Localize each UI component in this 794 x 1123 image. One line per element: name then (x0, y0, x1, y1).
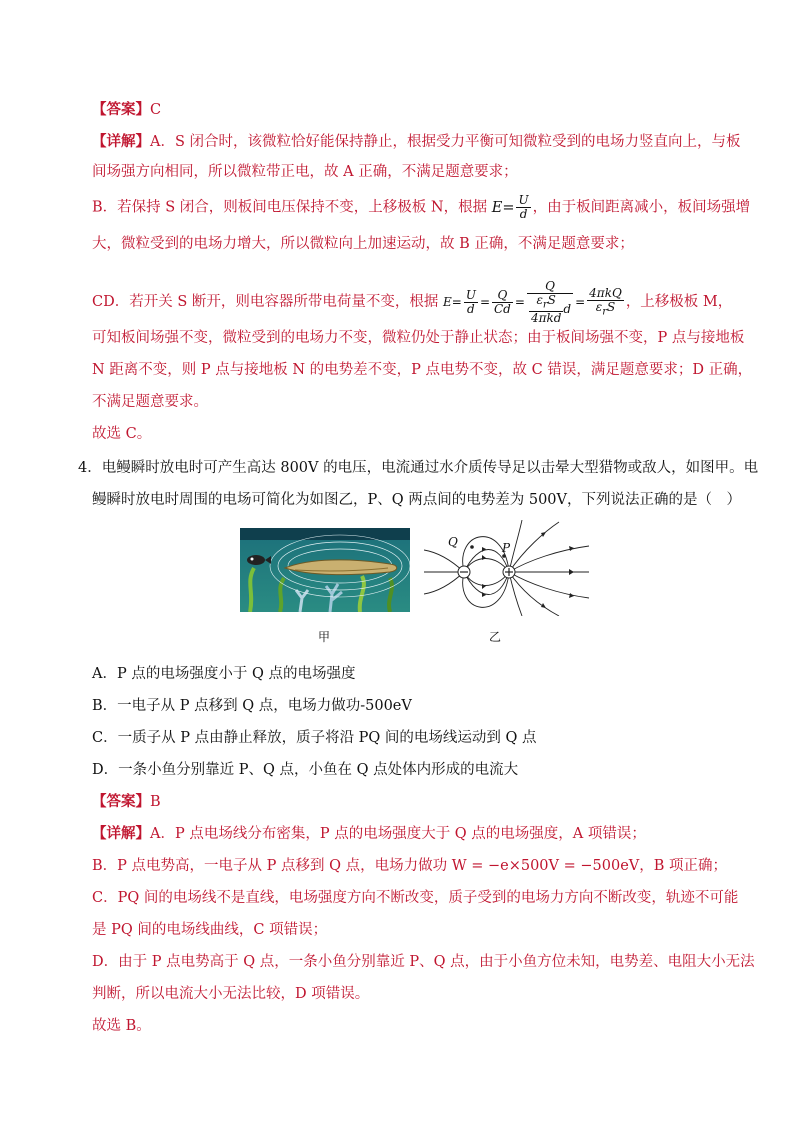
detail-tag: 【详解】 (92, 825, 150, 842)
detail-line-cd4: 不满足题意要求。 (92, 394, 208, 410)
option-b: B．一电子从 P 点移到 Q 点，电场力做功-500eV (92, 698, 412, 714)
detail4-line-a (92, 824, 734, 844)
detail-text: A．P 点电场线分布密集，P 点的电场强度大于 Q 点的电场强度，A 项错误； (150, 826, 646, 842)
question-text: 电鳗瞬时放电时可产生高达 800V 的电压，电流通过水介质传导足以击晕大型猎物或敌人，如图甲。电 (101, 460, 759, 476)
detail-line-b2: 大，微粒受到的电场力增大，所以微粒向上加速运动，故 B 正确，不满足题意要求； (92, 236, 634, 252)
option-a: A．P 点的电场强度小于 Q 点的电场强度 (92, 666, 356, 682)
figure-field-lines (424, 520, 594, 616)
question-number: 4． (78, 460, 102, 476)
detail-line-a1 (92, 132, 741, 152)
formula-e-u-d: E= $\frac{U}{d}$ (491, 193, 529, 221)
question-4-stem-2: 鳗瞬时放电时周围的电场可简化为如图乙，P、Q 两点间的电势差为 500V，下列说法正确的是（ ） (92, 492, 742, 508)
detail-line-cd2: 可知板间场强不变，微粒受到的电场力不变，微粒仍处于静止状态；由于板间场强不变，P 点与接地板 (92, 330, 745, 346)
detail4-line-b: B．P 点电势高，一电子从 P 点移到 Q 点，电场力做功 W = −e×500V = −500eV，B 项正确； (92, 858, 728, 874)
answer-line-4 (92, 792, 734, 812)
detail4-line-d1: D．由于 P 点电势高于 Q 点，一条小鱼分别靠近 P、Q 点，由于小鱼方位未知，电势差、电阻大小无法 (92, 954, 755, 970)
detail4-line-c1: C．PQ 间的电场线不是直线，电场强度方向不断改变，质子受到的电场力方向不断改变，轨迹不可能 (92, 890, 739, 906)
detail-line-b1 (92, 193, 751, 221)
answer-line-prev (92, 100, 734, 120)
field-lines-diagram (424, 520, 594, 616)
detail4-line-d2: 判断，所以电流大小无法比较，D 项错误。 (92, 986, 370, 1002)
detail-text: A．S 闭合时，该微粒恰好能保持静止，根据受力平衡可知微粒受到的电场力竖直向上，与板 (150, 134, 741, 150)
detail-line-cd3: N 距离不变，则 P 点与接地板 N 的电势差不变，P 点电势不变，故 C 错误，满足题意要求；D 正确， (92, 362, 753, 378)
figure-a-caption: 甲 (318, 630, 331, 644)
detail-text: B．若保持 S 闭合，则板间电压保持不变，上移极板 N，根据 (92, 199, 488, 216)
option-c: C．一质子从 P 点由静止释放，质子将沿 PQ 间的电场线运动到 Q 点 (92, 730, 537, 746)
detail4-line-c2: 是 PQ 间的电场线曲线，C 项错误； (92, 922, 328, 938)
detail-text: ，由于板间距离减小，板间场强增 (532, 199, 751, 216)
answer-tag: 【答案】 (92, 793, 150, 810)
detail-text: ，上移极板 M， (625, 294, 733, 311)
label-p: P (502, 541, 511, 555)
detail-line-a2: 间场强方向相同，所以微粒带正电，故 A 正确，不满足题意要求； (92, 164, 518, 180)
eel-illustration (240, 528, 410, 612)
detail-text: CD．若开关 S 断开，则电容器所带电荷量不变，根据 (92, 294, 439, 311)
detail-line-cd1 (92, 280, 734, 325)
option-d: D．一条小鱼分别靠近 P、Q 点，小鱼在 Q 点处体内形成的电流大 (92, 762, 519, 778)
label-q: Q (448, 535, 458, 549)
question-4-stem-1 (78, 458, 759, 478)
choose-line-prev: 故选 C。 (92, 426, 152, 442)
figure-eel-photo (240, 528, 410, 612)
figure-b-caption: 乙 (489, 630, 502, 644)
answer-value: B (150, 794, 161, 810)
answer-value: C (150, 102, 162, 118)
answer-tag: 【答案】 (92, 101, 150, 118)
detail-tag: 【详解】 (92, 133, 150, 150)
formula-capacitor-field: E= $\frac{U}{d}$ = $\frac{Q}{Cd}$ = Q $\frac{\varepsilon_rS}{\text{4πkd}}$ d = $\frac{\text{4πkQ}}{\varepsilon_rS}$ (442, 279, 622, 326)
choose-line-4: 故选 B。 (92, 1018, 151, 1034)
